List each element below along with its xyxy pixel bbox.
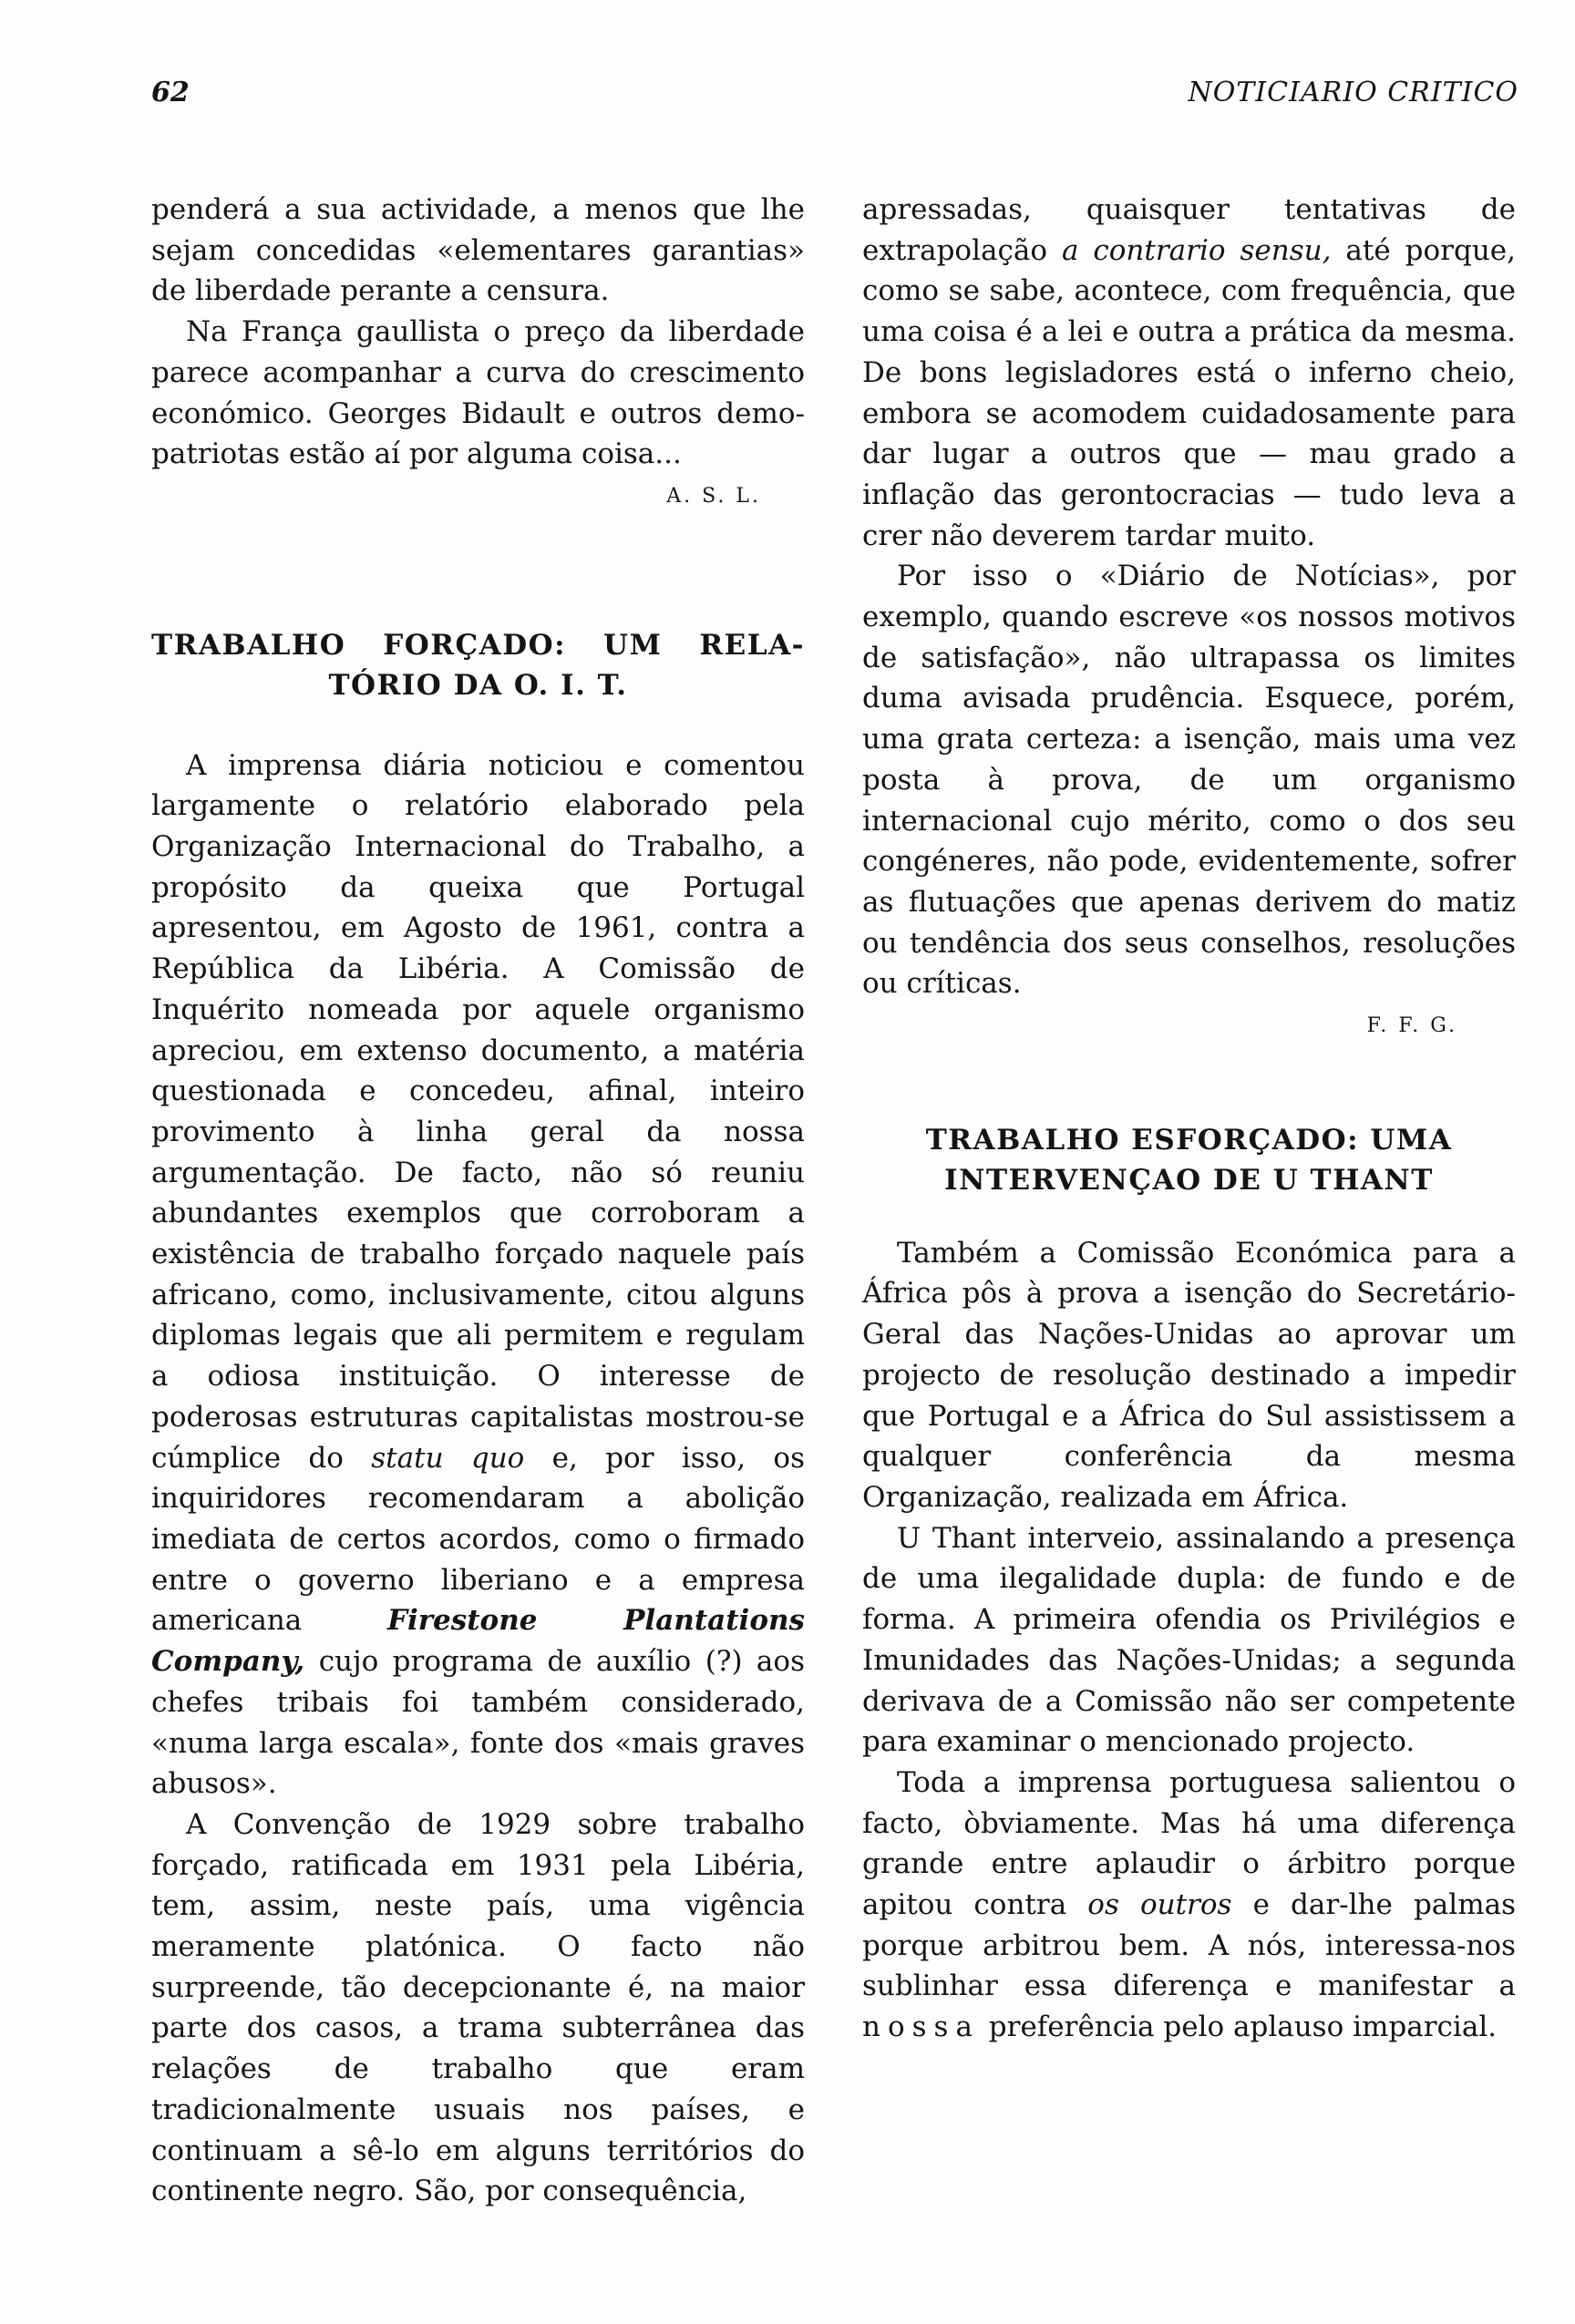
paragraph: penderá a sua actividade, a menos que lhe sejam concedidas «elementares garantias» de liberdade perante a censura. [151, 193, 805, 308]
article-heading [151, 625, 805, 705]
heading-line: TRABALHO ESFORÇADO: UMA [925, 1123, 1453, 1157]
spaced-emphasis: nossa [862, 2010, 980, 2044]
emphasis: statu quo [371, 1441, 525, 1475]
right-column [862, 190, 1516, 2048]
left-column [151, 190, 805, 2212]
heading-line: TÓRIO DA O. I. T. [328, 668, 628, 702]
heading-line: TRABALHO FORÇADO: UM RELA- [151, 628, 805, 662]
emphasis: os outros [1087, 1888, 1232, 1922]
author-initials: A. S. L. [666, 484, 761, 508]
heading-line: INTERVENÇAO DE U THANT [944, 1163, 1434, 1197]
paragraph: apressadas, quaisquer tentativas de extrapolação a contrario sensu, até porque, como se sabe, acontece, com frequência, que uma coisa é a lei e outra a prática da mesma. De bons legisladores está o inferno cheio, embora se acomodem cuidadosamente para dar lugar a outros que — mau grado a inflação das gerontocracias — tudo leva a crer não deverem tardar muito. [862, 193, 1516, 552]
paragraph: A Convenção de 1929 sobre trabalho forçado, ratificada em 1931 pela Libéria, tem, assim, neste país, uma vigência meramente platónica. O facto não surpreende, tão decepcionante é, na maior parte dos casos, a trama subterrânea das relações de trabalho que eram tradicionalmente usuais nos países, e continuam a sê-lo em alguns territórios do continente negro. São, por consequência, [151, 1807, 805, 2208]
emphasis: a contrario sensu, [1061, 233, 1332, 267]
author-initials: F. F. G. [1366, 1014, 1457, 1038]
paragraph: Por isso o «Diário de Notícias», por exemplo, quando escreve «os nossos motivos de satisfação», não ultrapassa os limites duma avisada prudência. Esquece, porém, uma grata certeza: a isenção, mais uma vez posta à prova, de um organismo internacional cujo mérito, como o dos seu congéneres, não pode, evidentemente, sofrer as flutuações que apenas derivem do matiz ou tendência dos seus conselhos, resoluções ou críticas. [862, 560, 1516, 1001]
paragraph: Toda a imprensa portuguesa salientou o facto, òbviamente. Mas há uma diferença grande entre aplaudir o árbitro porque apitou contra os outros e dar-lhe palmas porque arbitrou bem. A nós, interessa-nos sublinhar essa diferença e manifestar a nossa preferência pelo aplauso imparcial. [862, 1765, 1516, 2044]
page-number: 62 [151, 77, 190, 108]
paragraph: A imprensa diária noticiou e comentou largamente o relatório elaborado pela Organização Internacional do Trabalho, a propósito da queixa que Portugal apresentou, em Agosto de 1961, contra a República da Libéria. A Comissão de Inquérito nomeada por aquele organismo apreciou, em extenso documento, a matéria questionada e concedeu, afinal, inteiro provimento à linha geral da nossa argumentação. De facto, não só reuniu abundantes exemplos que corroboram a existência de trabalho forçado naquele país africano, como, inclusivamente, citou alguns diplomas legais que ali permitem e regulam a odiosa instituição. O interesse de poderosas estruturas capitalistas mostrou-se cúmplice do statu quo e, por isso, os inquiridores recomendaram a abolição imediata de certos acordos, como o firmado entre o governo liberiano e a empresa americana Firestone Plantations Company, cujo programa de auxílio (?) aos chefes tribais foi também considerado, «numa larga escala», fonte dos «mais graves abusos». [151, 748, 805, 1801]
paragraph: U Thant interveio, assinalando a presença de uma ilegalidade dupla: de fundo e de forma. A primeira ofendia os Privilégios e Imunidades das Nações-Unidas; a segunda derivava de a Comissão não ser competente para examinar o mencionado projecto. [862, 1521, 1516, 1759]
paragraph: Na França gaullista o preço da liberdade parece acompanhar a curva do crescimento económico. Georges Bidault e outros demo-patriotas estão aí por alguma coisa... [151, 315, 805, 471]
article-heading [862, 1120, 1516, 1200]
emphasis: Firestone Plantations Company, [151, 1604, 805, 1679]
running-head: NOTICIARIO CRITICO [1188, 77, 1518, 108]
paragraph: Também a Comissão Económica para a África pôs à prova a isenção do Secretário-Geral das Nações-Unidas ao aprovar um projecto de resolução destinado a impedir que Portugal e a África do Sul assistissem a qualquer conferência da mesma Organização, realizada em África. [862, 1236, 1516, 1514]
